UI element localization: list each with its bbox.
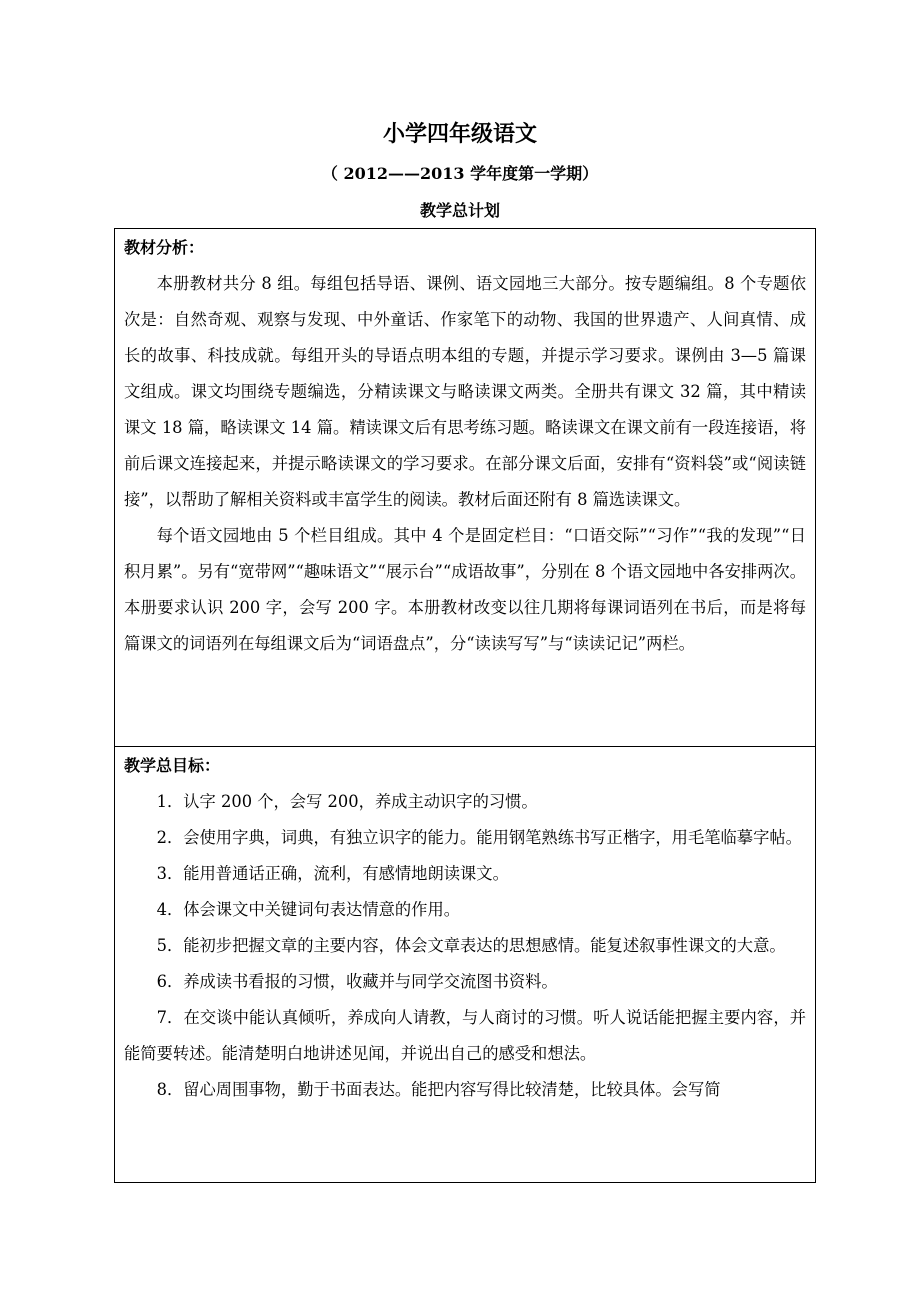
plan-title: 教学总计划 xyxy=(419,201,500,220)
textbook-analysis-section xyxy=(115,229,815,747)
goal-item: 7．在交谈中能认真倾听，养成向人请教，与人商讨的习惯。听人说话能把握主要内容，并能简要转述。能清楚明白地讲述见闻，并说出自己的感受和想法。 xyxy=(124,1008,806,1063)
goal-item: 4．体会课文中关键词句表达情意的作用。 xyxy=(156,900,461,919)
teaching-goals-section xyxy=(115,747,815,1182)
analysis-paragraph: 本册教材共分 8 组。每组包括导语、课例、语文园地三大部分。按专题编组。8 个专题依次是：自然奇观、观察与发现、中外童话、作家笔下的动物、我国的世界遗产、人间真情、成长的故事、科技成就。每组开头的导语点明本组的专题，并提示学习要求。课例由 3—5 篇课文组成。课文均围绕专题编选，分精读课文与略读课文两类。全册共有课文 32 篇，其中精读课文 18 篇，略读课文 14 篇。精读课文后有思考练习题。略读课文在课文前有一段连接语，将前后课文连接起来，并提示略读课文的学习要求。在部分课文后面，安排有“资料袋”或“阅读链接”，以帮助了解相关资料或丰富学生的阅读。教材后面还附有 8 篇选读课文。 xyxy=(124,274,806,509)
school-year-subtitle: （ 2012——2013 学年度第一学期） xyxy=(321,164,599,183)
teaching-goals-heading: 教学总目标： xyxy=(124,756,221,775)
textbook-analysis-heading: 教材分析： xyxy=(124,238,205,257)
goal-item: 2．会使用字典，词典，有独立识字的能力。能用钢笔熟练书写正楷字，用毛笔临摹字帖。 xyxy=(156,828,802,847)
analysis-paragraph: 每个语文园地由 5 个栏目组成。其中 4 个是固定栏目：“口语交际”“习作”“我的发现”“日积月累”。另有“宽带网”“趣味语文”“展示台”“成语故事”，分别在 8 个语文园地中各安排两次。本册要求认识 200 字，会写 200 字。本册教材改变以往几期将每课词语列在书后，而是将每篇课文的词语列在每组课文后为“词语盘点”，分“读读写写”与“读读记记”两栏。 xyxy=(124,526,806,653)
goal-item: 1．认字 200 个，会写 200，养成主动识字的习惯。 xyxy=(156,792,538,811)
goal-item: 3．能用普通话正确，流利，有感情地朗读课文。 xyxy=(156,864,509,883)
plan-table xyxy=(114,228,816,1183)
document-title: 小学四年级语文 xyxy=(382,121,537,147)
goal-item: 8．留心周围事物，勤于书面表达。能把内容写得比较清楚，比较具体。会写简 xyxy=(156,1080,721,1099)
teaching-goals-list xyxy=(124,784,806,1108)
goal-item: 5．能初步把握文章的主要内容，体会文章表达的思想感情。能复述叙事性课文的大意。 xyxy=(156,936,786,955)
goal-item: 6．养成读书看报的习惯，收藏并与同学交流图书资料。 xyxy=(156,972,558,991)
